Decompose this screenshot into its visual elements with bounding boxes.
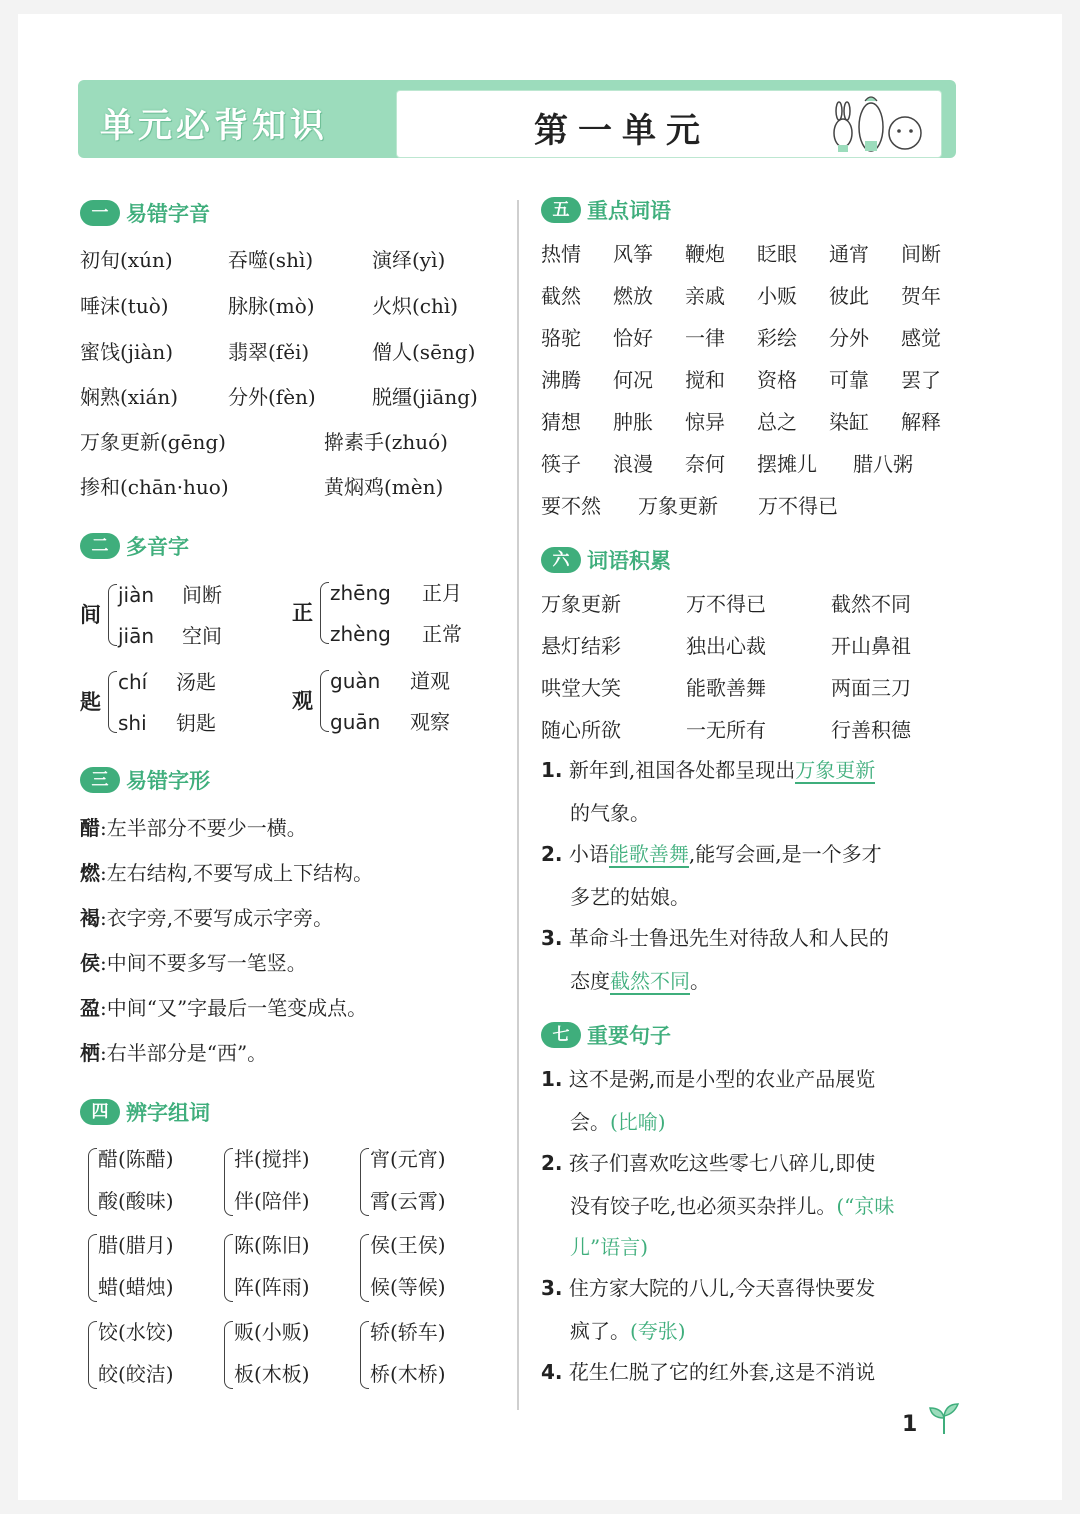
sentence-text: 态度 [570,969,610,993]
s5-word: 一律 [685,326,725,350]
s4-word: 蜡(蜡烛) [98,1275,174,1299]
s1-item: 演绎(yì) [372,248,446,272]
brace [108,584,117,646]
answer-blank: 万象更新 [795,758,876,782]
section-5-header [541,195,671,225]
brace [320,582,329,644]
s5-word: 截然 [541,284,581,308]
s5-word: 染缸 [829,410,869,434]
sentence-number: 1. [541,1067,563,1091]
s4-word: 酸(酸味) [98,1189,174,1213]
sprout-icon [926,1402,962,1436]
s5-word: 亲戚 [685,284,725,308]
s5-word: 肿胀 [613,410,653,434]
s5-word: 感觉 [901,326,941,350]
s4-word: 侯(王侯) [370,1233,446,1257]
s5-word: 恰好 [613,326,653,350]
section-5-title: 重点词语 [587,199,671,223]
s3-char: 褐 [80,906,100,930]
s1-item: 初旬(xún) [80,248,173,272]
s6-idiom: 万不得已 [686,592,766,616]
s5-word: 搅和 [685,368,725,392]
section-5-badge: 五 [541,197,581,223]
s4-word: 板(木板) [234,1362,310,1386]
s3-char: 燃 [80,861,100,885]
s5-word: 解释 [901,410,941,434]
s5-word: 骆驼 [541,326,581,350]
pinyin: zhèng [330,622,391,646]
s4-word: 伴(陪伴) [234,1189,310,1213]
s5-word: 热情 [541,242,581,266]
section-6-title: 词语积累 [587,549,671,573]
s5-word: 资格 [757,368,797,392]
s7-sentence-1 [541,1067,875,1091]
sentence-text: ,能写会画,是一个多才 [688,842,882,866]
s3-text: :中间“又”字最后一笔变成点。 [100,996,368,1020]
brace [224,1321,233,1389]
s6-idiom: 哄堂大笑 [541,676,621,700]
s1-item: 唾沫(tuò) [80,294,169,318]
s6-sentence-3-cont [570,969,710,993]
s4-word: 皎(皎洁) [98,1362,174,1386]
s4-word: 腊(腊月) [98,1233,174,1257]
s3-item [80,816,307,840]
s6-sentence-3 [541,926,889,950]
polyphonic-char: 匙 [80,689,101,714]
s5-word: 何况 [613,368,653,392]
brace [88,1321,97,1389]
s5-word: 浪漫 [613,452,653,476]
section-2-badge: 二 [80,533,120,559]
brace [224,1148,233,1216]
s1-item: 分外(fèn) [228,385,316,409]
sentence-number: 3. [541,926,563,950]
sentence-text: 孩子们喜欢吃这些零七八碎儿,即使 [568,1151,876,1175]
sentence-text: 花生仁脱了它的红外套,这是不消说 [568,1360,876,1384]
section-7-header [541,1020,671,1050]
s1-item: 脉脉(mò) [228,294,315,318]
s5-word: 筷子 [541,452,581,476]
s3-item [80,906,333,930]
s5-word: 摆摊儿 [757,452,817,476]
rhetoric-tag: (比喻) [610,1110,666,1134]
pinyin: guān [330,710,381,734]
s1-item: 掺和(chān·huo) [80,475,229,499]
s5-word: 小贩 [757,284,797,308]
s6-idiom: 两面三刀 [831,676,911,700]
s5-word: 猜想 [541,410,581,434]
s1-item: 擀素手(zhuó) [324,430,448,454]
s6-sentence-2 [541,842,882,866]
s3-char: 侯 [80,951,100,975]
pinyin: guàn [330,669,381,693]
s6-idiom: 截然不同 [831,592,911,616]
s7-sentence-4 [541,1360,875,1384]
s5-word: 万象更新 [638,494,718,518]
s4-word: 轿(轿车) [370,1320,446,1344]
s3-item [80,996,367,1020]
cartoon-characters-icon [829,93,929,155]
s6-idiom: 开山鼻祖 [831,634,911,658]
rhetoric-tag: (夸张) [630,1319,686,1343]
s4-word: 候(等候) [370,1275,446,1299]
s6-sentence-1 [541,758,875,782]
s3-char: 盈 [80,996,100,1020]
s1-item: 万象更新(gēng) [80,430,226,454]
page-number: 1 [902,1412,918,1437]
sentence-number: 4. [541,1360,563,1384]
sentence-text: 新年到,祖国各处都呈现出 [568,758,796,782]
section-1-title: 易错字音 [126,202,210,226]
s5-word: 奈何 [685,452,725,476]
pinyin: zhēng [330,581,391,605]
sentence-text: 没有饺子吃,也必须买杂拌儿。 [570,1194,837,1218]
s5-word: 燃放 [613,284,653,308]
unit-title: 第一单元 [534,111,710,151]
s4-word: 贩(小贩) [234,1320,310,1344]
s5-word: 万不得已 [758,494,838,518]
word: 钥匙 [176,711,216,735]
s6-idiom: 行善积德 [831,718,911,742]
s1-item: 娴熟(xián) [80,385,179,409]
pinyin: jiān [118,624,155,648]
brace [360,1321,369,1389]
rhetoric-tag-cont: 儿”语言) [570,1235,649,1259]
polyphonic-char: 正 [292,600,313,625]
s3-text: :中间不要多写一笔竖。 [100,951,307,975]
s3-text: :右半部分是“西”。 [100,1041,268,1065]
s5-word: 风筝 [613,242,653,266]
word: 观察 [410,710,450,734]
page-background [18,14,1062,1500]
s5-word: 鞭炮 [685,242,725,266]
s5-word: 眨眼 [757,242,797,266]
word: 汤匙 [176,670,216,694]
column-divider [517,200,519,1410]
s3-text: :衣字旁,不要写成示字旁。 [100,906,334,930]
section-1-badge: 一 [80,200,120,226]
sentence-text: 会。 [570,1110,610,1134]
section-7-title: 重要句子 [587,1024,671,1048]
brace [320,670,329,732]
pinyin: shi [118,711,147,735]
word: 间断 [182,583,222,607]
sentence-text: 疯了。 [570,1319,630,1343]
brace [88,1234,97,1302]
brace [108,671,117,733]
s1-item: 蜜饯(jiàn) [80,340,174,364]
s4-word: 饺(水饺) [98,1320,174,1344]
s1-item: 火炽(chì) [372,294,459,318]
s6-idiom: 随心所欲 [541,718,621,742]
answer-blank: 能歌善舞 [608,842,689,866]
word: 道观 [410,669,450,693]
s1-item: 僧人(sēng) [372,340,476,364]
s1-item: 脱缰(jiāng) [372,385,478,409]
s7-sentence-2-cont [570,1194,894,1218]
banner-right-panel [396,90,942,158]
s1-item: 黄焖鸡(mèn) [324,475,444,499]
section-6-header [541,545,671,575]
s5-word: 通宵 [829,242,869,266]
section-4-title: 辨字组词 [126,1101,210,1125]
s6-idiom: 一无所有 [686,718,766,742]
s5-word: 分外 [829,326,869,350]
s5-word: 贺年 [901,284,941,308]
sentence-text: 这不是粥,而是小型的农业产品展览 [568,1067,876,1091]
section-4-header [80,1097,210,1127]
polyphonic-char: 观 [292,688,313,713]
sentence-number: 3. [541,1276,563,1300]
s6-idiom: 能歌善舞 [686,676,766,700]
s5-word: 彩绘 [757,326,797,350]
word: 正常 [422,622,462,646]
polyphonic-char: 间 [80,602,101,627]
sentence-text: 住方家大院的八儿,今天喜得快要发 [568,1276,876,1300]
s7-sentence-3-cont [570,1319,686,1343]
word: 正月 [422,581,462,605]
sentence-text: 革命斗士鲁迅先生对待敌人和人民的 [568,926,889,950]
s5-word: 总之 [757,410,797,434]
pinyin: chí [118,670,148,694]
s4-word: 桥(木桥) [370,1362,446,1386]
section-1-header [80,198,210,228]
s1-item: 翡翠(fěi) [228,340,310,364]
section-3-badge: 三 [80,767,120,793]
section-6-badge: 六 [541,547,581,573]
s5-word: 彼此 [829,284,869,308]
s7-sentence-1-cont [570,1110,666,1134]
brace [360,1234,369,1302]
brace [224,1234,233,1302]
section-3-header [80,765,210,795]
s5-word: 可靠 [829,368,869,392]
sentence-number: 2. [541,842,563,866]
section-4-badge: 四 [80,1099,120,1125]
s3-text: :左右结构,不要写成上下结构。 [100,861,374,885]
rhetoric-tag: (“京味 [836,1194,895,1218]
s5-word: 惊异 [685,410,725,434]
s3-item [80,951,307,975]
s4-word: 阵(阵雨) [234,1275,310,1299]
answer-blank: 截然不同 [610,969,690,993]
section-7-badge: 七 [541,1022,581,1048]
s7-sentence-3 [541,1276,875,1300]
s5-word: 腊八粥 [853,452,913,476]
s6-idiom: 独出心裁 [686,634,766,658]
s4-word: 霄(云霄) [370,1189,446,1213]
s4-word: 陈(陈旧) [234,1233,310,1257]
s4-word: 宵(元宵) [370,1147,446,1171]
s7-sentence-2 [541,1151,875,1175]
pinyin: jiàn [118,583,155,607]
s6-idiom: 万象更新 [541,592,621,616]
s5-word: 间断 [901,242,941,266]
s3-char: 栖 [80,1041,100,1065]
sentence-text: 。 [690,969,710,993]
s1-item: 吞噬(shì) [228,248,314,272]
s5-word: 罢了 [901,368,941,392]
s3-char: 醋 [80,816,100,840]
section-2-header [80,531,189,561]
brace [360,1148,369,1216]
brace [88,1148,97,1216]
s3-item [80,1041,267,1065]
section-2-title: 多音字 [126,535,189,559]
s6-sentence-2-cont: 多艺的姑娘。 [570,885,690,909]
s4-word: 醋(陈醋) [98,1147,174,1171]
sentence-number: 2. [541,1151,563,1175]
s3-text: :左半部分不要少一横。 [100,816,307,840]
sentence-text: 小语 [568,842,609,866]
s5-word: 要不然 [541,494,601,518]
s4-word: 拌(搅拌) [234,1147,310,1171]
s6-sentence-1-cont: 的气象。 [570,801,650,825]
s6-idiom: 悬灯结彩 [541,634,621,658]
section-3-title: 易错字形 [126,769,210,793]
s3-item [80,861,373,885]
banner-left-title: 单元必背知识 [100,106,328,146]
s5-word: 沸腾 [541,368,581,392]
word: 空间 [182,624,222,648]
sentence-number: 1. [541,758,563,782]
